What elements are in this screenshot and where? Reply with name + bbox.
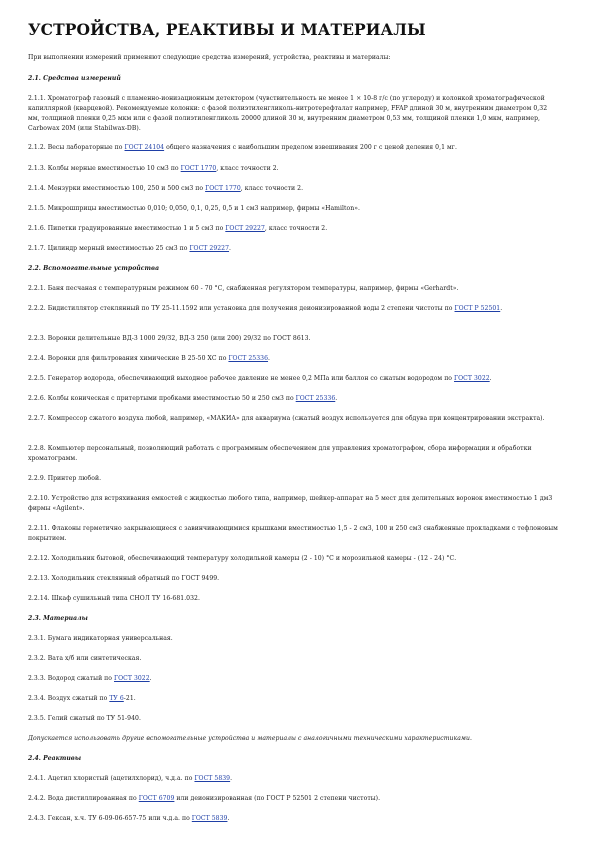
paragraph-2-3-5: 2.3.5. Гелий сжатый по ТУ 51-940. xyxy=(28,715,141,722)
paragraph-2-4-2: 2.4.2. Вода дистиллированная по ГОСТ 6709 или деионизированная (по ГОСТ Р 52501 2 степени чистоты). xyxy=(28,795,381,802)
paragraph-2-4-1: 2.4.1. Ацетил хлористый (ацетилхлорид), ч.д.а. по ГОСТ 5839. xyxy=(28,775,233,782)
gost-link[interactable]: ГОСТ 24104 xyxy=(124,144,165,151)
paragraph-2-2-5: 2.2.5. Генератор водорода, обеспечивающий выходное рабочее давление не менее 0,2 МПа или баллон со сжатым водородом по ГОСТ 3022. xyxy=(28,375,492,382)
paragraph-2-3-1: 2.3.1. Бумага индикаторная универсальная. xyxy=(28,635,173,642)
note-paragraph: Допускается использовать другие вспомогательные устройства и материалы с аналогичными техническими характеристиками. xyxy=(28,735,472,742)
paragraph-2-1-5: 2.1.5. Микрошприцы вместимостью 0,010; 0,050, 0,1, 0,25, 0,5 и 1 см3 например, фирмы «Hamilton». xyxy=(28,205,360,212)
paragraph-2-1-4: 2.1.4. Мензурки вместимостью 100, 250 и 500 см3 по ГОСТ 1770, класс точности 2. xyxy=(28,185,304,192)
gost-link[interactable]: ГОСТ 29227 xyxy=(189,245,230,252)
paragraph-2-1-7: 2.1.7. Цилиндр мерный вместимостью 25 см3 по ГОСТ 29227. xyxy=(28,245,232,252)
gost-link[interactable]: ГОСТ 3022 xyxy=(114,675,150,682)
gost-link[interactable]: ГОСТ 25336 xyxy=(228,355,269,362)
section-heading-2-4: 2.4. Реактивы xyxy=(28,755,82,762)
gost-link[interactable]: ГОСТ Р 52501 xyxy=(454,305,501,312)
gost-link[interactable]: ГОСТ 3022 xyxy=(454,375,490,382)
paragraph-2-2-11: 2.2.11. Флаконы герметично закрывающиеся с завинчивающимися крышками вместимостью 1,5 - 2 см3, 100 и 250 см3 снабженные прокладками с тефлоновым покрытием. xyxy=(28,525,558,542)
paragraph-2-2-9: 2.2.9. Принтер любой. xyxy=(28,475,102,482)
gost-link[interactable]: ГОСТ 25336 xyxy=(295,395,336,402)
intro-paragraph: При выполнении измерений применяют следующие средства измерений, устройства, реактивы и материалы: xyxy=(28,54,391,61)
paragraph-2-1-6: 2.1.6. Пипетки градуированные вместимостью 1 и 5 см3 по ГОСТ 29227, класс точности 2. xyxy=(28,225,328,232)
gost-link[interactable]: ГОСТ 6709 xyxy=(138,795,175,802)
paragraph-2-1-1: 2.1.1. Хроматограф газовый с пламенно-ионизационным детектором (чувствительность не менее 1 × 10-8 г/с (по углероду) и колонкой хроматографической капиллярной (кварцевой). Рекомендуемые колонки: с фазой полиэтиленгликоль-нитротерефталат например, FFAP длиной 30 м, внутренним диаметром 0,32 мм, толщиной пленки 0,25 мкм или с фазой полиэтиленгликоль 20000 длиной 30 м, внутренним диаметром 0,53 мм, толщиной пленки 1,0 мкм, например, Carbowax 20M (или Stabilwax-DB). xyxy=(28,95,548,132)
section-heading-2-2: 2.2. Вспомогательные устройства xyxy=(28,265,160,272)
paragraph-2-3-3: 2.3.3. Водород сжатый по ГОСТ 3022. xyxy=(28,675,152,682)
gost-link[interactable]: ГОСТ 5839 xyxy=(191,815,228,822)
paragraph-2-2-12: 2.2.12. Холодильник бытовой, обеспечивающий температуру холодильной камеры (2 - 10) °С и морозильной камеры - (12 - 24) °С. xyxy=(28,555,457,562)
paragraph-2-2-13: 2.2.13. Холодильник стеклянный обратный по ГОСТ 9499. xyxy=(28,575,220,582)
paragraph-2-3-2: 2.3.2. Вата х/б или синтетическая. xyxy=(28,655,142,662)
gost-link[interactable]: ГОСТ 1770 xyxy=(180,165,217,172)
gost-link[interactable]: ГОСТ 5839 xyxy=(194,775,231,782)
gost-link[interactable]: ГОСТ 29227 xyxy=(225,225,265,232)
paragraph-2-2-14: 2.2.14. Шкаф сушильный типа СНОЛ ТУ 16-681.032. xyxy=(28,595,200,602)
tu-link[interactable]: ТУ 6 xyxy=(109,695,124,702)
paragraph-2-2-1: 2.2.1. Баня песчаная с температурным режимом 60 - 70 °С, снабженная регулятором температуры, например, фирмы «Gerhardt». xyxy=(28,285,459,292)
paragraph-2-2-10: 2.2.10. Устройство для встряхивания емкостей с жидкостью любого типа, например, шейкер-аппарат на 5 мест для делительных воронок вместимостью 1 дм3 фирмы «Agilent». xyxy=(28,495,553,512)
paragraph-2-2-8: 2.2.8. Компьютер персональный, позволяющий работать с программным обеспечением для управления хроматографом, сбора информации и обработки хроматограмм. xyxy=(28,445,532,462)
paragraph-2-1-2: 2.1.2. Весы лабораторные по ГОСТ 24104 общего назначения с наибольшим пределом взвешивания 200 г с ценой деления 0,1 мг. xyxy=(28,144,458,151)
paragraph-2-2-6: 2.2.6. Колбы коническая с притертыми пробками вместимостью 50 и 250 см3 по ГОСТ 25336. xyxy=(28,395,338,402)
gost-link[interactable]: ГОСТ 1770 xyxy=(205,185,241,192)
page-title: УСТРОЙСТВА, РЕАКТИВЫ И МАТЕРИАЛЫ xyxy=(28,20,426,39)
section-heading-2-1: 2.1. Средства измерений xyxy=(28,75,121,82)
section-heading-2-3: 2.3. Материалы xyxy=(28,615,88,622)
paragraph-2-3-4: 2.3.4. Воздух сжатый по ТУ 6-21. xyxy=(28,695,136,702)
paragraph-2-2-3: 2.2.3. Воронки делительные ВД-3 1000 29/32, ВД-3 250 (или 200) 29/32 по ГОСТ 8613. xyxy=(28,335,311,342)
paragraph-2-2-2: 2.2.2. Бидистиллятор стеклянный по ТУ 25-11.1592 или установка для получения деионизированной воды 2 степени чистоты по ГОСТ Р 52501. xyxy=(28,305,503,312)
paragraph-2-2-4: 2.2.4. Воронки для фильтрования химические В 25-50 ХС по ГОСТ 25336. xyxy=(28,355,271,362)
paragraph-2-4-3: 2.4.3. Гексан, х.ч. ТУ 6-09-06-657-75 или ч.д.а. по ГОСТ 5839. xyxy=(28,815,230,822)
paragraph-2-2-7: 2.2.7. Компрессор сжатого воздуха любой, например, «МАКИА» для аквариума (сжатый воздух используется для обдува при концентрировании экстракта). xyxy=(28,415,545,422)
paragraph-2-1-3: 2.1.3. Колбы мерные вместимостью 10 см3 по ГОСТ 1770, класс точности 2. xyxy=(28,165,279,172)
